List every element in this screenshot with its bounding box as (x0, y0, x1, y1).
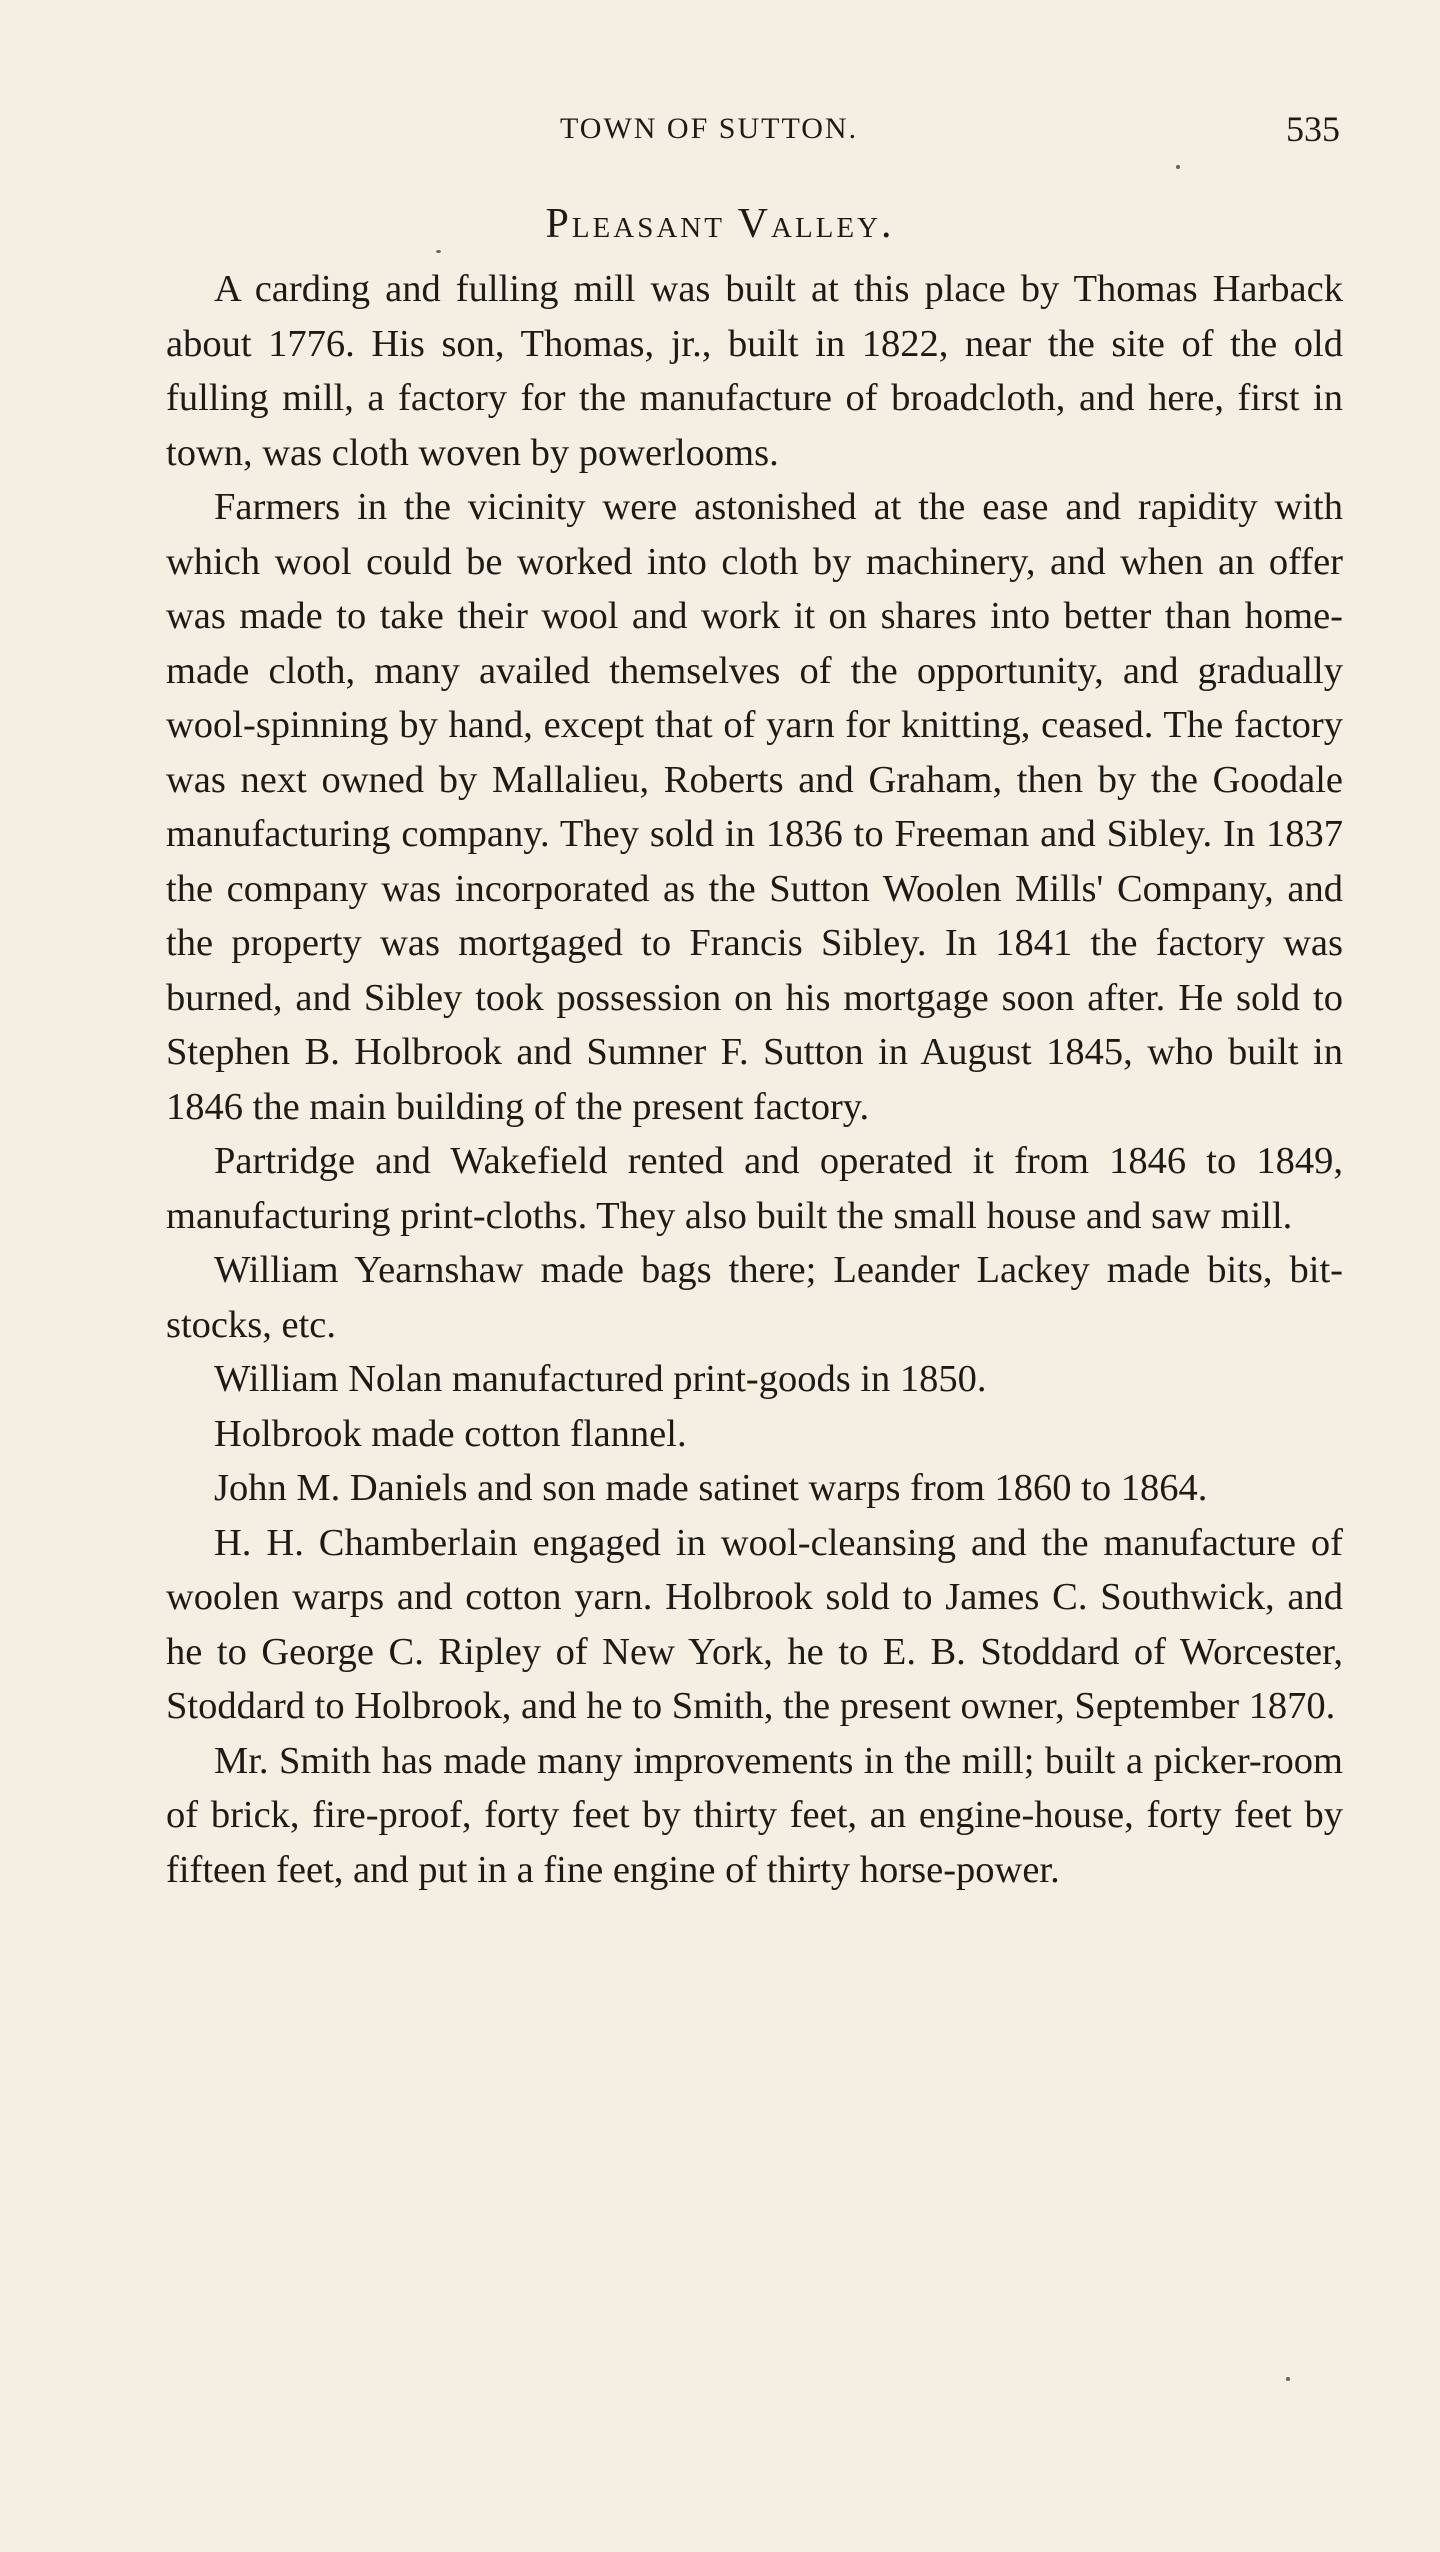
paragraph-farmers: Farmers in the vicinity were astonished at the ease and rapidity with which wool could be worked into cloth by machinery, and when an offer was made to take their wool and work it on shares into better than home-made cloth, many availed themselves of the opportunity, and gradually wool-spinning by hand, except that of yarn for knitting, ceased. The factory was next owned by Mallalieu, Roberts and Graham, then by the Goodale manufacturing company. They sold in 1836 to Freeman and Sibley. In 1837 the company was incorporated as the Sutton Woolen Mills' Company, and the property was mortgaged to Francis Sibley. In 1841 the factory was burned, and Sibley took possession on his mortgage soon after. He sold to Stephen B. Holbrook and Sumner F. Sutton in August 1845, who built in 1846 the main building of the present factory. (166, 486, 1343, 1128)
paragraph-holbrook: Holbrook made cotton flannel. (214, 1412, 687, 1455)
section-title: Pleasant Valley. (545, 201, 895, 247)
paragraph-partridge-wakefield: Partridge and Wakefield rented and operated it from 1846 to 1849, manufacturing print-cloths. They also built the small house and saw mill. (166, 1140, 1343, 1237)
body-text (166, 262, 1343, 1897)
paper-speck (436, 250, 441, 253)
paragraph-smith: Mr. Smith has made many improvements in the mill; built a picker-room of brick, fire-proof, forty feet by thirty feet, an engine-house, forty feet by fifteen feet, and put in a fine engine of thirty horse-power. (166, 1739, 1343, 1891)
paper-speck (1286, 2377, 1290, 2381)
paper-speck (1176, 165, 1180, 169)
paragraph-carding-mill: A carding and fulling mill was built at this place by Thomas Harback about 1776. His son, Thomas, jr., built in 1822, near the site of the old fulling mill, a factory for the manufacture of broadcloth, and here, first in town, was cloth woven by powerlooms. (166, 268, 1343, 474)
paragraph-nolan: William Nolan manufactured print-goods in 1850. (214, 1358, 987, 1400)
paragraph-daniels: John M. Daniels and son made satinet warps from 1860 to 1864. (214, 1467, 1208, 1509)
running-title: TOWN OF SUTTON. (560, 112, 859, 145)
paragraph-chamberlain: H. H. Chamberlain engaged in wool-cleansing and the manufacture of woolen warps and cotton yarn. Holbrook sold to James C. Southwick, and he to George C. Ripley of New York, he to E. B. Stoddard of Worcester, Stoddard to Holbrook, and he to Smith, the present owner, September 1870. (166, 1521, 1343, 1727)
paragraph-yearnshaw: William Yearnshaw made bags there; Leander Lackey made bits, bit-stocks, etc. (166, 1249, 1343, 1346)
page-number: 535 (1286, 109, 1340, 149)
